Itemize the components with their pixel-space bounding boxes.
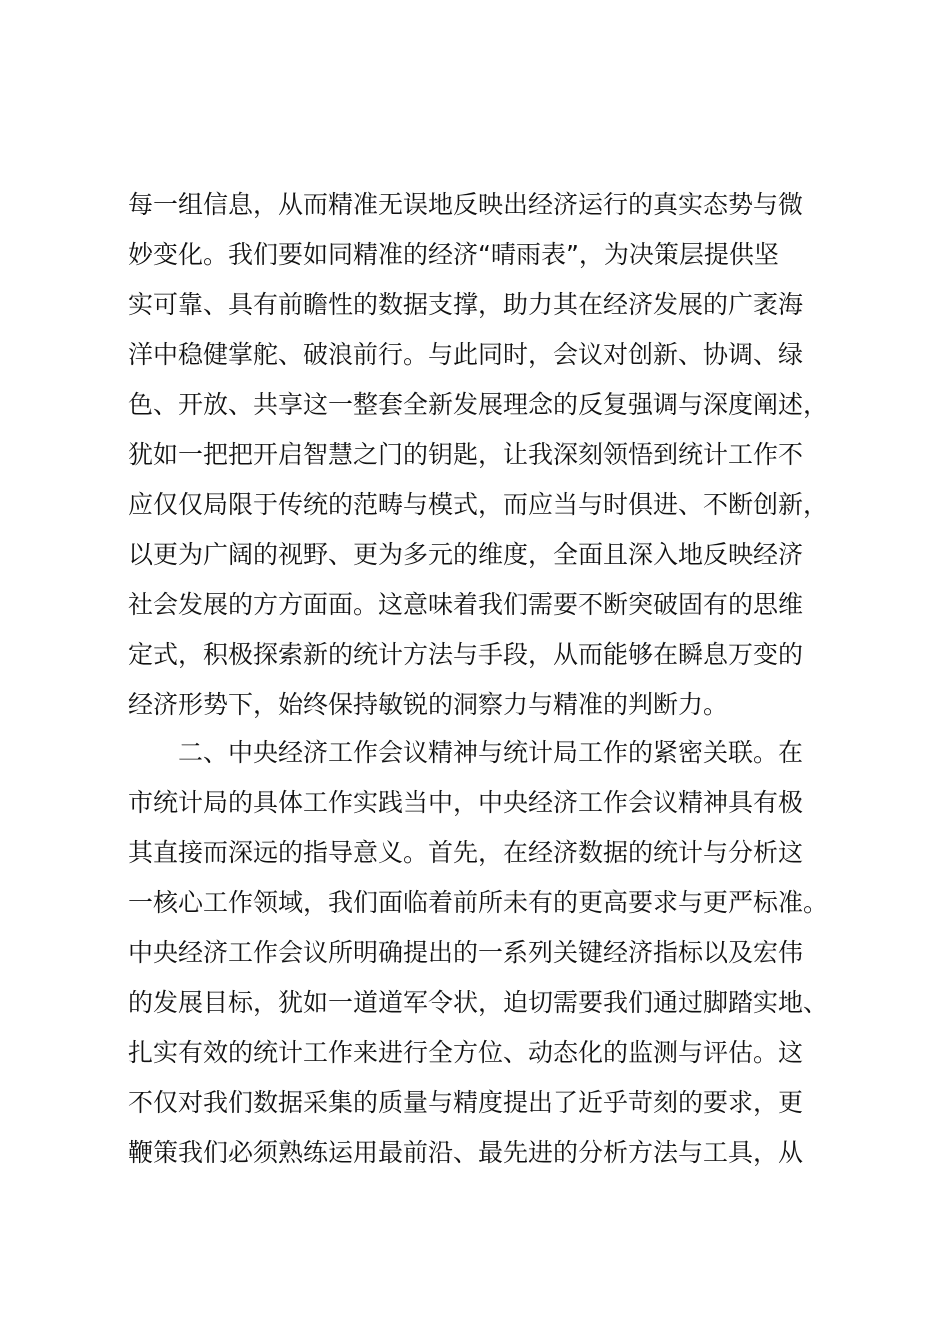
text-line: 其直接而深远的指导意义。首先，在经济数据的统计与分析这 [128,838,804,867]
text-line: 实可靠、具有前瞻性的数据支撑，助力其在经济发展的广袤海 [128,290,804,319]
text-line: 鞭策我们必须熟练运用最前沿、最先进的分析方法与工具，从 [128,1138,804,1167]
text-line: 不仅对我们数据采集的质量与精度提出了近乎苛刻的要求，更 [128,1088,804,1117]
text-line: 扎实有效的统计工作来进行全方位、动态化的监测与评估。这 [128,1038,804,1067]
text-line: 色、开放、共享这一整套全新发展理念的反复强调与深度阐述， [128,390,829,419]
text-line: 中央经济工作会议所明确提出的一系列关键经济指标以及宏伟 [128,938,804,967]
text-line: 一核心工作领域，我们面临着前所未有的更高要求与更严标准。 [128,888,829,917]
text-line: 犹如一把把开启智慧之门的钥匙，让我深刻领悟到统计工作不 [128,440,804,469]
text-line: 妙变化。我们要如同精准的经济“晴雨表”，为决策层提供坚 [128,240,779,269]
text-line: 应仅仅局限于传统的范畴与模式，而应当与时俱进、不断创新， [128,490,829,519]
text-line: 定式，积极探索新的统计方法与手段，从而能够在瞬息万变的 [128,640,804,669]
text-line: 市统计局的具体工作实践当中，中央经济工作会议精神具有极 [128,788,804,817]
text-line: 的发展目标，犹如一道道军令状，迫切需要我们通过脚踏实地、 [128,988,829,1017]
text-line: 每一组信息，从而精准无误地反映出经济运行的真实态势与微 [128,190,804,219]
text-line: 洋中稳健掌舵、破浪前行。与此同时，会议对创新、协调、绿 [128,340,804,369]
text-line: 经济形势下，始终保持敏锐的洞察力与精准的判断力。 [128,690,729,719]
text-line: 二、中央经济工作会议精神与统计局工作的紧密关联。在 [178,738,804,767]
text-line: 以更为广阔的视野、更为多元的维度，全面且深入地反映经济 [128,540,804,569]
text-line: 社会发展的方方面面。这意味着我们需要不断突破固有的思维 [128,590,804,619]
